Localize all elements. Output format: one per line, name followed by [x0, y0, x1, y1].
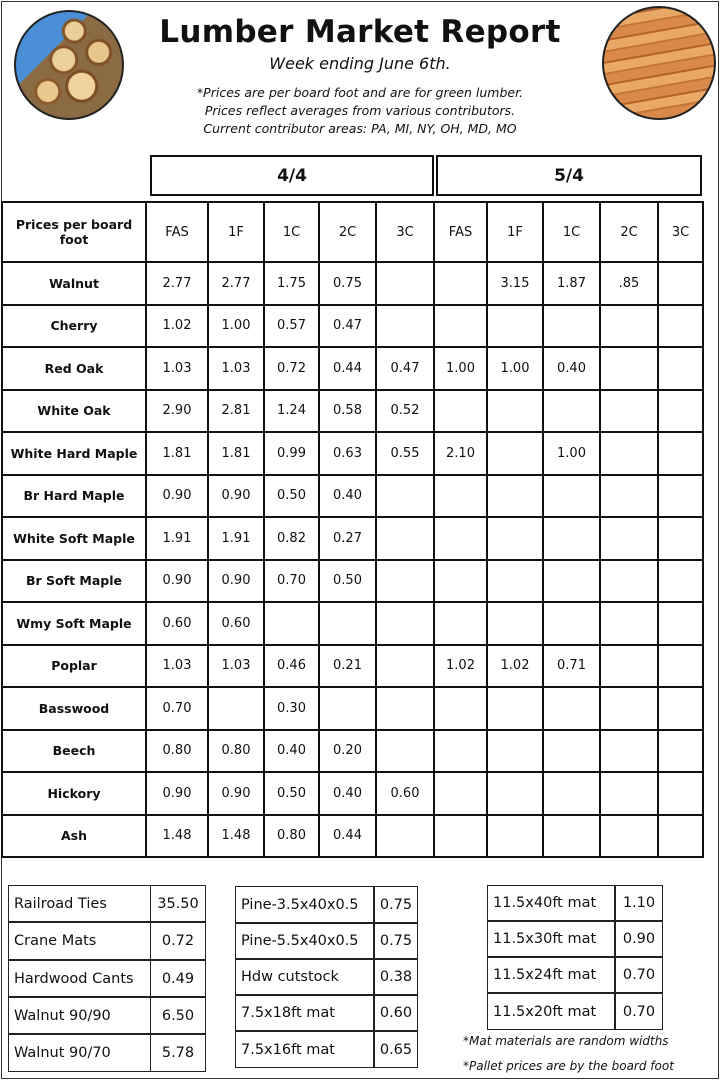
price-cell — [600, 815, 658, 858]
price-cell — [600, 730, 658, 773]
table-row — [2, 475, 703, 518]
price-cell — [543, 475, 600, 518]
table-row — [2, 305, 703, 348]
product-price: 0.75 — [374, 923, 418, 959]
species-label: Basswood — [2, 687, 146, 730]
price-cell — [600, 347, 658, 390]
price-cell — [487, 687, 543, 730]
price-cell — [319, 687, 376, 730]
price-cell — [658, 262, 703, 305]
price-cell — [376, 517, 434, 560]
species-label: White Oak — [2, 390, 146, 433]
table-row — [2, 517, 703, 560]
species-label: Walnut — [2, 262, 146, 305]
price-cell — [376, 305, 434, 348]
grade-header: 1F — [487, 202, 543, 262]
product-price: 0.72 — [150, 922, 206, 960]
price-cell — [376, 602, 434, 645]
price-cell — [600, 560, 658, 603]
footnote-pallet: *Pallet prices are by the board foot — [463, 1059, 674, 1073]
grade-header: 1F — [208, 202, 264, 262]
price-cell — [600, 772, 658, 815]
price-cell: 3.15 — [487, 262, 543, 305]
price-cell — [319, 602, 376, 645]
price-cell: 0.75 — [319, 262, 376, 305]
price-cell — [434, 730, 487, 773]
price-cell — [658, 305, 703, 348]
price-cell: 0.90 — [208, 560, 264, 603]
price-cell: 0.46 — [264, 645, 319, 688]
species-label: Red Oak — [2, 347, 146, 390]
price-cell — [487, 602, 543, 645]
price-cell — [658, 602, 703, 645]
price-cell: 1.81 — [146, 432, 208, 475]
price-cell: 0.57 — [264, 305, 319, 348]
price-cell: 0.44 — [319, 347, 376, 390]
price-cell: 2.77 — [208, 262, 264, 305]
price-cell — [543, 815, 600, 858]
price-cell — [376, 262, 434, 305]
group-header-5-4: 5/4 — [436, 155, 702, 196]
table-row — [2, 560, 703, 603]
table-row — [2, 772, 703, 815]
price-cell: 1.02 — [434, 645, 487, 688]
grade-header: 2C — [319, 202, 376, 262]
price-cell: 0.72 — [264, 347, 319, 390]
price-cell — [543, 602, 600, 645]
price-cell: 0.60 — [376, 772, 434, 815]
product-name: Pine-5.5x40x0.5 — [235, 923, 374, 959]
price-cell: 0.70 — [264, 560, 319, 603]
price-cell: 2.77 — [146, 262, 208, 305]
product-name: Hdw cutstock — [235, 959, 374, 995]
table-row — [2, 262, 703, 305]
price-cell — [600, 687, 658, 730]
product-price: 0.60 — [374, 995, 418, 1031]
price-cell: 0.40 — [319, 475, 376, 518]
price-cell — [543, 517, 600, 560]
species-label: Hickory — [2, 772, 146, 815]
product-name: Crane Mats — [8, 922, 151, 960]
price-cell: 1.24 — [264, 390, 319, 433]
price-cell: 0.82 — [264, 517, 319, 560]
price-cell — [658, 645, 703, 688]
price-cell — [543, 390, 600, 433]
price-cell: 1.91 — [146, 517, 208, 560]
grade-header: 3C — [658, 202, 703, 262]
species-label: Br Soft Maple — [2, 560, 146, 603]
price-cell: 1.00 — [487, 347, 543, 390]
species-label: Ash — [2, 815, 146, 858]
price-cell: 1.91 — [208, 517, 264, 560]
price-cell — [543, 730, 600, 773]
price-cell — [487, 475, 543, 518]
price-cell — [376, 560, 434, 603]
price-cell — [434, 517, 487, 560]
species-label: Cherry — [2, 305, 146, 348]
price-cell: 1.87 — [543, 262, 600, 305]
species-label: White Soft Maple — [2, 517, 146, 560]
price-cell — [658, 347, 703, 390]
table-row — [2, 432, 703, 475]
product-name: 7.5x18ft mat — [235, 995, 374, 1031]
price-cell: 1.00 — [208, 305, 264, 348]
price-cell — [600, 602, 658, 645]
price-cell — [658, 772, 703, 815]
product-name: Railroad Ties — [8, 885, 151, 922]
price-cell: 1.03 — [146, 645, 208, 688]
price-cell: 0.47 — [376, 347, 434, 390]
price-cell: 0.70 — [146, 687, 208, 730]
species-label: Poplar — [2, 645, 146, 688]
species-label: Wmy Soft Maple — [2, 602, 146, 645]
product-price: 5.78 — [150, 1034, 206, 1072]
report-title: Lumber Market Report — [159, 14, 561, 50]
price-cell: 1.03 — [208, 645, 264, 688]
price-cell — [487, 730, 543, 773]
price-cell — [434, 262, 487, 305]
price-cell — [600, 390, 658, 433]
price-cell — [376, 730, 434, 773]
price-cell: 0.80 — [264, 815, 319, 858]
price-cell: 0.55 — [376, 432, 434, 475]
price-cell: 0.71 — [543, 645, 600, 688]
price-cell — [658, 730, 703, 773]
price-cell: 0.90 — [208, 772, 264, 815]
price-cell: 0.44 — [319, 815, 376, 858]
price-cell: 0.60 — [146, 602, 208, 645]
price-cell — [376, 475, 434, 518]
price-cell — [376, 815, 434, 858]
price-cell: 0.30 — [264, 687, 319, 730]
price-cell — [434, 602, 487, 645]
price-cell: 0.90 — [146, 475, 208, 518]
grade-header: FAS — [434, 202, 487, 262]
price-cell: 0.40 — [543, 347, 600, 390]
product-price: 0.70 — [615, 957, 663, 993]
price-cell — [208, 687, 264, 730]
price-cell: .85 — [600, 262, 658, 305]
product-name: 11.5x24ft mat — [487, 957, 615, 993]
price-cell — [487, 815, 543, 858]
note-line: *Prices are per board foot and are for green lumber. — [196, 85, 524, 100]
price-cell: 1.00 — [434, 347, 487, 390]
report-notes — [0, 84, 720, 138]
price-cell — [487, 517, 543, 560]
price-cell: 0.20 — [319, 730, 376, 773]
price-cell: 0.60 — [208, 602, 264, 645]
product-name: 11.5x20ft mat — [487, 993, 615, 1030]
footnote-mat: *Mat materials are random widths — [463, 1034, 669, 1048]
price-cell: 0.52 — [376, 390, 434, 433]
table-row — [2, 602, 703, 645]
price-cell — [600, 475, 658, 518]
price-cell — [658, 390, 703, 433]
price-cell — [543, 687, 600, 730]
product-name: 11.5x40ft mat — [487, 885, 615, 921]
price-cell: 0.50 — [319, 560, 376, 603]
product-price: 0.70 — [615, 993, 663, 1030]
grade-header: 3C — [376, 202, 434, 262]
product-price: 1.10 — [615, 885, 663, 921]
table-row — [2, 730, 703, 773]
grade-header: 1C — [264, 202, 319, 262]
table-row — [2, 815, 703, 858]
price-cell — [600, 432, 658, 475]
price-cell: 2.10 — [434, 432, 487, 475]
product-name: Walnut 90/70 — [8, 1034, 151, 1072]
species-label: Br Hard Maple — [2, 475, 146, 518]
price-cell — [658, 475, 703, 518]
price-cell — [543, 560, 600, 603]
price-cell: 0.40 — [319, 772, 376, 815]
product-name: 7.5x16ft mat — [235, 1031, 374, 1068]
price-cell: 1.81 — [208, 432, 264, 475]
price-cell: 1.48 — [208, 815, 264, 858]
price-cell — [434, 772, 487, 815]
price-cell — [434, 815, 487, 858]
price-cell — [487, 560, 543, 603]
price-cell: 0.80 — [208, 730, 264, 773]
product-price: 0.49 — [150, 960, 206, 997]
product-name: 11.5x30ft mat — [487, 921, 615, 957]
price-cell — [434, 560, 487, 603]
price-cell — [487, 432, 543, 475]
price-cell: 0.90 — [146, 772, 208, 815]
note-line: Prices reflect averages from various contributors. — [204, 103, 516, 118]
price-cell — [658, 432, 703, 475]
grade-header: 2C — [600, 202, 658, 262]
price-cell — [264, 602, 319, 645]
price-cell: 2.81 — [208, 390, 264, 433]
product-price: 0.38 — [374, 959, 418, 995]
group-header-4-4: 4/4 — [150, 155, 434, 196]
price-cell — [658, 687, 703, 730]
price-cell: 0.27 — [319, 517, 376, 560]
price-cell — [658, 815, 703, 858]
price-cell: 1.03 — [146, 347, 208, 390]
price-cell — [543, 305, 600, 348]
corner-label: Prices per board foot — [2, 202, 146, 262]
table-row — [2, 390, 703, 433]
price-cell: 0.21 — [319, 645, 376, 688]
price-cell — [434, 390, 487, 433]
price-cell: 0.58 — [319, 390, 376, 433]
table-row — [2, 687, 703, 730]
price-cell: 0.90 — [146, 560, 208, 603]
product-name: Pine-3.5x40x0.5 — [235, 886, 374, 923]
species-label: White Hard Maple — [2, 432, 146, 475]
price-cell — [487, 772, 543, 815]
price-cell: 0.99 — [264, 432, 319, 475]
price-cell: 1.02 — [146, 305, 208, 348]
product-name: Hardwood Cants — [8, 960, 151, 997]
price-cell: 0.50 — [264, 475, 319, 518]
product-price: 0.75 — [374, 886, 418, 923]
price-table — [1, 201, 704, 858]
price-cell — [600, 305, 658, 348]
grade-header: FAS — [146, 202, 208, 262]
species-label: Beech — [2, 730, 146, 773]
price-cell: 0.50 — [264, 772, 319, 815]
grade-header: 1C — [543, 202, 600, 262]
price-cell — [487, 390, 543, 433]
price-cell — [600, 645, 658, 688]
price-cell — [434, 687, 487, 730]
price-cell: 1.03 — [208, 347, 264, 390]
product-price: 35.50 — [150, 885, 206, 922]
price-cell — [434, 475, 487, 518]
product-price: 0.65 — [374, 1031, 418, 1068]
price-cell: 2.90 — [146, 390, 208, 433]
price-cell — [487, 305, 543, 348]
header-row — [2, 202, 703, 262]
price-cell — [658, 517, 703, 560]
price-cell: 0.63 — [319, 432, 376, 475]
price-cell: 0.47 — [319, 305, 376, 348]
table-row — [2, 645, 703, 688]
product-price: 0.90 — [615, 921, 663, 957]
price-cell — [376, 687, 434, 730]
report-subtitle: Week ending June 6th. — [269, 54, 451, 73]
table-row — [2, 347, 703, 390]
price-cell: 1.75 — [264, 262, 319, 305]
note-line: Current contributor areas: PA, MI, NY, OH, MD, MO — [203, 121, 517, 136]
price-cell: 1.48 — [146, 815, 208, 858]
price-cell: 0.90 — [208, 475, 264, 518]
price-cell: 1.00 — [543, 432, 600, 475]
price-cell — [434, 305, 487, 348]
product-name: Walnut 90/90 — [8, 997, 151, 1034]
price-cell — [600, 517, 658, 560]
product-price: 6.50 — [150, 997, 206, 1034]
price-cell: 0.40 — [264, 730, 319, 773]
price-cell — [658, 560, 703, 603]
price-cell: 1.02 — [487, 645, 543, 688]
price-cell — [376, 645, 434, 688]
price-cell: 0.80 — [146, 730, 208, 773]
price-cell — [543, 772, 600, 815]
